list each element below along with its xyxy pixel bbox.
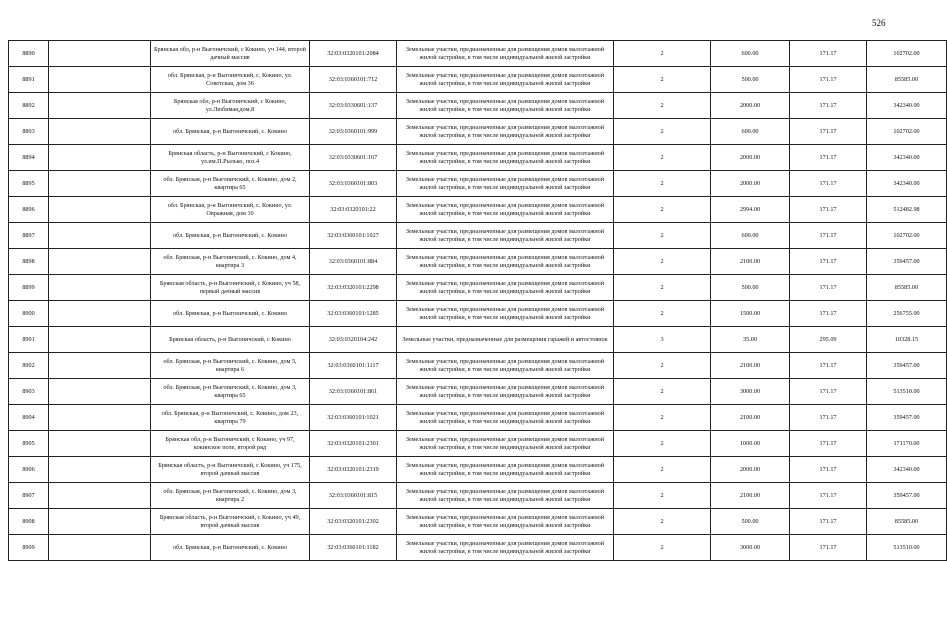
cadastral-value-cell: 85585.00 (867, 509, 947, 535)
table-row (9, 223, 947, 249)
row-number-cell: 8904 (9, 405, 49, 431)
row-number-cell: 8903 (9, 379, 49, 405)
cadastral-value-cell: 171170.00 (867, 431, 947, 457)
empty-cell (49, 457, 151, 483)
specific-value-cell: 171.17 (790, 301, 867, 327)
specific-value-cell: 171.17 (790, 67, 867, 93)
empty-cell (49, 197, 151, 223)
empty-cell (49, 41, 151, 67)
row-number-cell: 8895 (9, 171, 49, 197)
address-cell: Брянская обл, р-н Выгоничский, с Кокино, ул.Любимая,дом.8 (151, 93, 310, 119)
land-registry-table (8, 40, 947, 561)
table-row (9, 67, 947, 93)
cadastral-value-cell: 102702.00 (867, 41, 947, 67)
land-use-cell: Земельные участки, предназначенные для размещения домов малоэтажной жилой застройки, в том числе индивидуальной жилой застройки (397, 67, 614, 93)
address-cell: обл. Брянская, р-н Выгоничский, с. Кокино (151, 119, 310, 145)
land-use-cell: Земельные участки, предназначенные для размещения домов малоэтажной жилой застройки, в том числе индивидуальной жилой застройки (397, 41, 614, 67)
cadastral-number-cell: 32:03:0320101:2302 (310, 509, 397, 535)
category-cell: 2 (614, 197, 711, 223)
category-cell: 2 (614, 457, 711, 483)
empty-cell (49, 275, 151, 301)
land-use-cell: Земельные участки, предназначенные для размещения домов малоэтажной жилой застройки, в том числе индивидуальной жилой застройки (397, 223, 614, 249)
specific-value-cell: 171.17 (790, 457, 867, 483)
area-cell: 2100.00 (711, 353, 790, 379)
area-cell: 500.00 (711, 509, 790, 535)
specific-value-cell: 171.17 (790, 509, 867, 535)
cadastral-value-cell: 85585.00 (867, 67, 947, 93)
category-cell: 2 (614, 405, 711, 431)
category-cell: 2 (614, 223, 711, 249)
empty-cell (49, 353, 151, 379)
address-cell: обл. Брянская, р-н Выгоничский, с. Кокино, дом 2, квартира 65 (151, 171, 310, 197)
cadastral-value-cell: 359457.00 (867, 353, 947, 379)
category-cell: 2 (614, 249, 711, 275)
table-row (9, 405, 947, 431)
category-cell: 2 (614, 431, 711, 457)
cadastral-value-cell: 85585.00 (867, 275, 947, 301)
address-cell: обл. Брянская, р-н Выгоничский, с. Кокино, ул. Овражная, дом 10 (151, 197, 310, 223)
category-cell: 2 (614, 509, 711, 535)
row-number-cell: 8901 (9, 327, 49, 353)
cadastral-value-cell: 102702.00 (867, 119, 947, 145)
cadastral-value-cell: 256755.00 (867, 301, 947, 327)
address-cell: обл. Брянская, р-н Выгоничский, с. Кокино, дом 3, квартира 2 (151, 483, 310, 509)
empty-cell (49, 405, 151, 431)
row-number-cell: 8908 (9, 509, 49, 535)
row-number-cell: 8899 (9, 275, 49, 301)
cadastral-number-cell: 32:03:0330601:137 (310, 93, 397, 119)
empty-cell (49, 171, 151, 197)
address-cell: обл. Брянская, р-н Выгоничский, с. Кокино, ул. Советская, дом 36 (151, 67, 310, 93)
land-use-cell: Земельные участки, предназначенные для размещения домов малоэтажной жилой застройки, в том числе индивидуальной жилой застройки (397, 171, 614, 197)
table-row (9, 353, 947, 379)
cadastral-value-cell: 513510.00 (867, 379, 947, 405)
cadastral-number-cell: 32:03:0360101:861 (310, 379, 397, 405)
table-row (9, 431, 947, 457)
row-number-cell: 8907 (9, 483, 49, 509)
empty-cell (49, 67, 151, 93)
address-cell: Брянская обл, р-н Выгоничский, с Кокино, уч 97, кокинское поле, второй ряд (151, 431, 310, 457)
category-cell: 2 (614, 275, 711, 301)
cadastral-value-cell: 102702.00 (867, 223, 947, 249)
specific-value-cell: 171.17 (790, 483, 867, 509)
cadastral-number-cell: 32:03:0320101:2084 (310, 41, 397, 67)
area-cell: 3000.00 (711, 379, 790, 405)
empty-cell (49, 509, 151, 535)
address-cell: обл. Брянская, р-н Выгоничский, с. Кокино (151, 223, 310, 249)
land-use-cell: Земельные участки, предназначенные для размещения домов малоэтажной жилой застройки, в том числе индивидуальной жилой застройки (397, 483, 614, 509)
table-row (9, 457, 947, 483)
category-cell: 2 (614, 41, 711, 67)
specific-value-cell: 171.17 (790, 93, 867, 119)
address-cell: обл. Брянская, р-н Выгоничский, с. Кокино (151, 535, 310, 561)
row-number-cell: 8897 (9, 223, 49, 249)
category-cell: 2 (614, 171, 711, 197)
cadastral-number-cell: 32:03:0320104:242 (310, 327, 397, 353)
category-cell: 2 (614, 119, 711, 145)
row-number-cell: 8890 (9, 41, 49, 67)
area-cell: 600.00 (711, 223, 790, 249)
specific-value-cell: 171.17 (790, 275, 867, 301)
cadastral-number-cell: 32:03:0360101:999 (310, 119, 397, 145)
area-cell: 35.00 (711, 327, 790, 353)
row-number-cell: 8905 (9, 431, 49, 457)
address-cell: Брянская область, р-н Выгоничский, с Кокино (151, 327, 310, 353)
cadastral-number-cell: 32:03:0320101:22 (310, 197, 397, 223)
table-row (9, 535, 947, 561)
row-number-cell: 8902 (9, 353, 49, 379)
category-cell: 2 (614, 379, 711, 405)
area-cell: 600.00 (711, 119, 790, 145)
area-cell: 2100.00 (711, 249, 790, 275)
area-cell: 2100.00 (711, 405, 790, 431)
category-cell: 2 (614, 535, 711, 561)
area-cell: 500.00 (711, 275, 790, 301)
land-use-cell: Земельные участки, предназначенные для размещения домов малоэтажной жилой застройки, в том числе индивидуальной жилой застройки (397, 197, 614, 223)
empty-cell (49, 327, 151, 353)
cadastral-number-cell: 32:03:0330601:167 (310, 145, 397, 171)
cadastral-number-cell: 32:03:0360101:1182 (310, 535, 397, 561)
specific-value-cell: 171.17 (790, 353, 867, 379)
address-cell: Брянская обл, р-н Выгоничский, с Кокино, уч 144, второй дачный массив (151, 41, 310, 67)
land-use-cell: Земельные участки, предназначенные для размещения домов малоэтажной жилой застройки, в том числе индивидуальной жилой застройки (397, 509, 614, 535)
row-number-cell: 8893 (9, 119, 49, 145)
table-row (9, 171, 947, 197)
cadastral-number-cell: 32:03:0360101:1117 (310, 353, 397, 379)
table-row (9, 41, 947, 67)
specific-value-cell: 171.17 (790, 119, 867, 145)
table-row (9, 275, 947, 301)
land-use-cell: Земельные участки, предназначенные для размещения домов малоэтажной жилой застройки, в том числе индивидуальной жилой застройки (397, 249, 614, 275)
category-cell: 2 (614, 145, 711, 171)
cadastral-value-cell: 342340.00 (867, 145, 947, 171)
empty-cell (49, 119, 151, 145)
address-cell: Брянская область, р-н Выгоничский, с Кокино, уч 58, первый дачный массив (151, 275, 310, 301)
cadastral-value-cell: 359457.00 (867, 405, 947, 431)
specific-value-cell: 171.17 (790, 405, 867, 431)
land-use-cell: Земельные участки, предназначенные для размещения гаражей и автостоянок (397, 327, 614, 353)
land-use-cell: Земельные участки, предназначенные для размещения домов малоэтажной жилой застройки, в том числе индивидуальной жилой застройки (397, 457, 614, 483)
cadastral-number-cell: 32:03:0320101:2298 (310, 275, 397, 301)
cadastral-number-cell: 32:03:0320101:2301 (310, 431, 397, 457)
empty-cell (49, 431, 151, 457)
address-cell: обл. Брянская, р-н Выгоничский, с. Кокино, дом 3, квартира 65 (151, 379, 310, 405)
empty-cell (49, 145, 151, 171)
row-number-cell: 8906 (9, 457, 49, 483)
address-cell: Брянская область, р-н Выгоничский, с Кокино, уч 175, второй дачный массив (151, 457, 310, 483)
empty-cell (49, 301, 151, 327)
empty-cell (49, 249, 151, 275)
area-cell: 2994.00 (711, 197, 790, 223)
land-use-cell: Земельные участки, предназначенные для размещения домов малоэтажной жилой застройки, в том числе индивидуальной жилой застройки (397, 431, 614, 457)
empty-cell (49, 379, 151, 405)
cadastral-value-cell: 359457.00 (867, 249, 947, 275)
address-cell: обл. Брянская, р-н Выгоничский, с. Кокино, дом 23, квартира 79 (151, 405, 310, 431)
area-cell: 2000.00 (711, 93, 790, 119)
row-number-cell: 8894 (9, 145, 49, 171)
address-cell: Брянская область, р-н Выгоничский, с Кокино, ул.им.П.Рылько, поз.4 (151, 145, 310, 171)
address-cell: обл. Брянская, р-н Выгоничский, с. Кокино, дом 5, квартира 6 (151, 353, 310, 379)
category-cell: 3 (614, 327, 711, 353)
category-cell: 2 (614, 301, 711, 327)
land-use-cell: Земельные участки, предназначенные для размещения домов малоэтажной жилой застройки, в том числе индивидуальной жилой застройки (397, 275, 614, 301)
specific-value-cell: 171.17 (790, 41, 867, 67)
specific-value-cell: 171.17 (790, 249, 867, 275)
cadastral-value-cell: 512482.98 (867, 197, 947, 223)
area-cell: 2000.00 (711, 145, 790, 171)
address-cell: обл. Брянская, р-н Выгоничский, с. Кокино (151, 301, 310, 327)
area-cell: 1500.00 (711, 301, 790, 327)
cadastral-value-cell: 359457.00 (867, 483, 947, 509)
area-cell: 2000.00 (711, 457, 790, 483)
row-number-cell: 8891 (9, 67, 49, 93)
category-cell: 2 (614, 93, 711, 119)
empty-cell (49, 93, 151, 119)
area-cell: 500.00 (711, 67, 790, 93)
specific-value-cell: 171.17 (790, 145, 867, 171)
address-cell: обл. Брянская, р-н Выгоничский, с. Кокино, дом 4, квартира 3 (151, 249, 310, 275)
row-number-cell: 8900 (9, 301, 49, 327)
area-cell: 600.00 (711, 41, 790, 67)
specific-value-cell: 171.17 (790, 535, 867, 561)
cadastral-value-cell: 342340.00 (867, 171, 947, 197)
area-cell: 2000.00 (711, 171, 790, 197)
specific-value-cell: 295.09 (790, 327, 867, 353)
land-use-cell: Земельные участки, предназначенные для размещения домов малоэтажной жилой застройки, в том числе индивидуальной жилой застройки (397, 301, 614, 327)
cadastral-number-cell: 32:03:0360101:815 (310, 483, 397, 509)
land-use-cell: Земельные участки, предназначенные для размещения домов малоэтажной жилой застройки, в том числе индивидуальной жилой застройки (397, 405, 614, 431)
category-cell: 2 (614, 483, 711, 509)
specific-value-cell: 171.17 (790, 379, 867, 405)
land-use-cell: Земельные участки, предназначенные для размещения домов малоэтажной жилой застройки, в том числе индивидуальной жилой застройки (397, 145, 614, 171)
empty-cell (49, 223, 151, 249)
row-number-cell: 8896 (9, 197, 49, 223)
specific-value-cell: 171.17 (790, 223, 867, 249)
table-row (9, 483, 947, 509)
land-use-cell: Земельные участки, предназначенные для размещения домов малоэтажной жилой застройки, в том числе индивидуальной жилой застройки (397, 353, 614, 379)
table-body (9, 41, 947, 561)
page-number: 526 (872, 18, 886, 28)
cadastral-value-cell: 10328.15 (867, 327, 947, 353)
cadastral-number-cell: 32:03:0320101:2319 (310, 457, 397, 483)
cadastral-number-cell: 32:03:0360101:1021 (310, 405, 397, 431)
area-cell: 1000.00 (711, 431, 790, 457)
row-number-cell: 8909 (9, 535, 49, 561)
cadastral-number-cell: 32:03:0360101:1027 (310, 223, 397, 249)
table-row (9, 301, 947, 327)
address-cell: Брянская область, р-н Выгоничский, с Кокино, уч 49, второй дачный массив (151, 509, 310, 535)
land-use-cell: Земельные участки, предназначенные для размещения домов малоэтажной жилой застройки, в том числе индивидуальной жилой застройки (397, 379, 614, 405)
cadastral-value-cell: 342340.00 (867, 93, 947, 119)
category-cell: 2 (614, 353, 711, 379)
cadastral-value-cell: 513510.00 (867, 535, 947, 561)
cadastral-number-cell: 32:03:0360101:712 (310, 67, 397, 93)
cadastral-number-cell: 32:03:0360101:803 (310, 171, 397, 197)
table-row (9, 249, 947, 275)
specific-value-cell: 171.17 (790, 197, 867, 223)
cadastral-value-cell: 342340.00 (867, 457, 947, 483)
land-use-cell: Земельные участки, предназначенные для размещения домов малоэтажной жилой застройки, в том числе индивидуальной жилой застройки (397, 535, 614, 561)
table-row (9, 379, 947, 405)
specific-value-cell: 171.17 (790, 171, 867, 197)
table-row (9, 327, 947, 353)
cadastral-number-cell: 32:03:0360101:884 (310, 249, 397, 275)
cadastral-number-cell: 32:03:0360101:1285 (310, 301, 397, 327)
table-row (9, 119, 947, 145)
table-row (9, 197, 947, 223)
table-row (9, 145, 947, 171)
table-row (9, 93, 947, 119)
area-cell: 3000.00 (711, 535, 790, 561)
area-cell: 2100.00 (711, 483, 790, 509)
row-number-cell: 8898 (9, 249, 49, 275)
empty-cell (49, 483, 151, 509)
table-row (9, 509, 947, 535)
empty-cell (49, 535, 151, 561)
land-use-cell: Земельные участки, предназначенные для размещения домов малоэтажной жилой застройки, в том числе индивидуальной жилой застройки (397, 93, 614, 119)
category-cell: 2 (614, 67, 711, 93)
row-number-cell: 8892 (9, 93, 49, 119)
specific-value-cell: 171.17 (790, 431, 867, 457)
land-use-cell: Земельные участки, предназначенные для размещения домов малоэтажной жилой застройки, в том числе индивидуальной жилой застройки (397, 119, 614, 145)
